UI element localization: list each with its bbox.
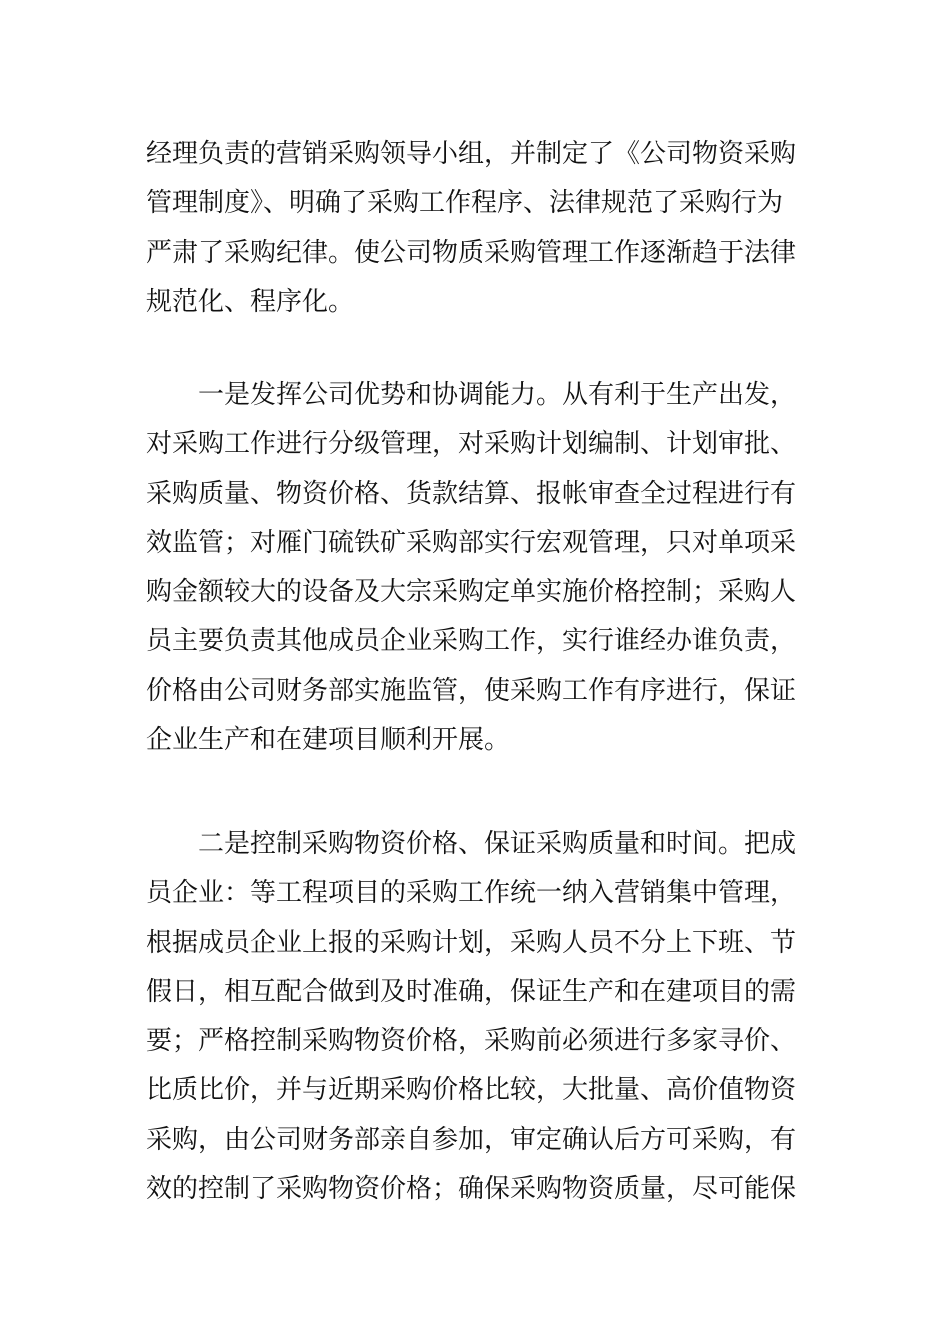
paragraph-point-two: [146, 820, 826, 1214]
text-line: 经理负责的营销采购领导小组，并制定了《公司物资采购: [146, 139, 797, 169]
text-line: 员企业：等工程项目的采购工作统一纳入营销集中管理，: [146, 878, 797, 909]
text-line: 管理制度》、明确了采购工作程序、法律规范了采购行为: [146, 188, 784, 219]
text-line: 采购质量、物资价格、货款结算、报帐审查全过程进行有: [146, 478, 797, 509]
text-line: 效监管；对雁门硫铁矿采购部实行宏观管理，只对单项采: [146, 527, 797, 558]
text-line: 假日，相互配合做到及时准确，保证生产和在建项目的需: [146, 976, 797, 1007]
text-line: 价格由公司财务部实施监管，使采购工作有序进行，保证: [146, 675, 797, 706]
paragraph-point-one: [146, 371, 826, 765]
text-line: 比质比价，并与近期采购价格比较，大批量、高价值物资: [146, 1075, 797, 1106]
text-line: 采购，由公司财务部亲自参加，审定确认后方可采购，有: [146, 1124, 797, 1155]
text-line: 规范化、程序化。: [146, 286, 355, 317]
paragraph-continued: [146, 130, 826, 327]
text-line: 对采购工作进行分级管理，对采购计划编制、计划审批、: [146, 429, 797, 460]
text-line: 企业生产和在建项目顺利开展。: [146, 725, 511, 756]
text-line: 购金额较大的设备及大宗采购定单实施价格控制；采购人: [146, 577, 797, 608]
text-line: 一是发挥公司优势和协调能力。从有利于生产出发，: [198, 380, 797, 410]
text-line: 效的控制了采购物资价格；确保采购物资质量，尽可能保: [146, 1174, 797, 1205]
text-line: 严肃了采购纪律。使公司物质采购管理工作逐渐趋于法律: [146, 237, 797, 268]
text-line: 二是控制采购物资价格、保证采购质量和时间。把成: [198, 829, 797, 859]
text-line: 要；严格控制采购物资价格，采购前必须进行多家寻价、: [146, 1026, 797, 1057]
text-line: 员主要负责其他成员企业采购工作，实行谁经办谁负责，: [146, 626, 797, 657]
text-line: 根据成员企业上报的采购计划，采购人员不分上下班、节: [146, 927, 797, 958]
